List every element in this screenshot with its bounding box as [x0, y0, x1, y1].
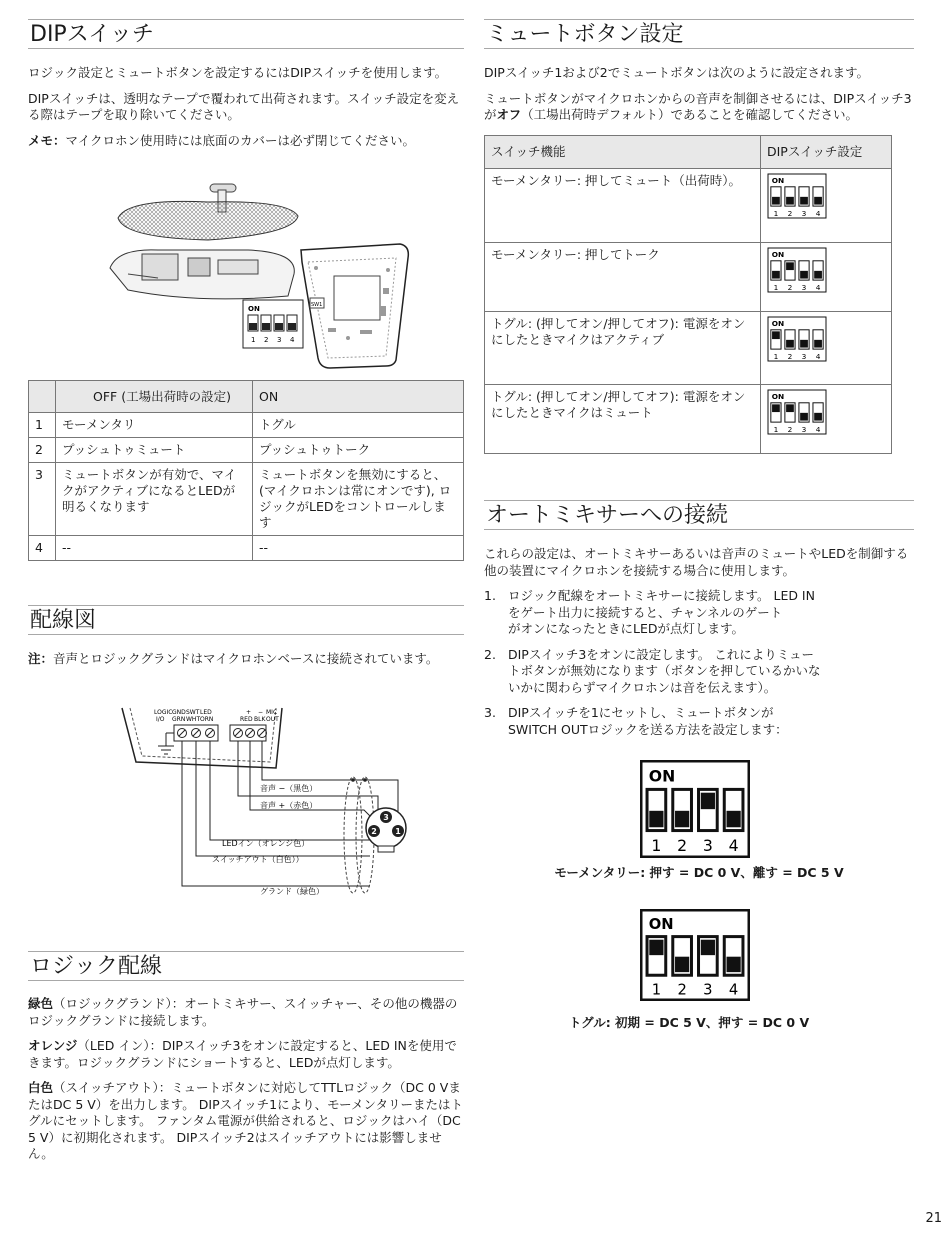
- logic-section: [28, 951, 464, 1163]
- dip-number: 4: [815, 208, 821, 218]
- wiring-note: [28, 651, 464, 668]
- table-row: [485, 169, 892, 243]
- table-cell: ミュートボタンを無効にすると、(マイクロホンは常にオンです), ロジックがLEDをコントロールします: [253, 463, 464, 536]
- table-cell: 3: [29, 463, 56, 536]
- table-cell: 1: [29, 413, 56, 438]
- dip-knob-off: [814, 271, 822, 279]
- audio-plus-label: 音声 +（赤色）: [260, 801, 318, 810]
- svg-text:2: 2: [264, 336, 269, 344]
- dip-on-label: ON: [771, 250, 785, 260]
- dip-section: [28, 19, 464, 149]
- automix-section: [484, 500, 914, 738]
- step-line: DIPスイッチを1にセットし、ミュートボタンが: [508, 705, 774, 720]
- dip-setting-cell: [761, 312, 892, 385]
- step-line: がオンになったときにLEDが点灯します。: [508, 621, 744, 636]
- mute-paragraph-2: [484, 91, 914, 124]
- dip-number: 4: [815, 282, 821, 292]
- dip-knob-off: [800, 340, 808, 348]
- toggle-caption: トグル: 初期 = DC 5 V、押す = DC 0 V: [568, 1015, 810, 1030]
- mute-section: [484, 19, 914, 124]
- mute-paragraph-1: DIPスイッチ1および2でミュートボタンは次のように設定されます。: [484, 65, 870, 80]
- dip-table-wrapper: [28, 380, 464, 561]
- list-item: [484, 647, 914, 697]
- label-io: I/O: [156, 716, 165, 723]
- dip-switch-graphic: [767, 316, 827, 362]
- dip-knob-off: [800, 197, 808, 205]
- logic-white-label: 白色: [28, 1080, 54, 1095]
- logic-green: [28, 996, 464, 1029]
- label-minus: −: [258, 709, 264, 716]
- dip-setting-cell: [761, 169, 892, 243]
- dip-knob-off: [772, 271, 780, 279]
- page-number: 21: [925, 1211, 942, 1226]
- table-cell: モーメンタリー: 押してミュート（出荷時）。: [485, 169, 761, 243]
- xlr-pin-3: 3: [383, 813, 389, 822]
- note-label: 注：: [28, 651, 54, 666]
- step-line: ロジック配線をオートミキサーに接続します。 LED IN: [508, 588, 815, 603]
- label-swt: SWT: [186, 709, 200, 716]
- logic-white: [28, 1080, 464, 1163]
- label-orn: ORN: [200, 716, 214, 723]
- dip-number: 4: [815, 424, 821, 434]
- dip-number: 1: [651, 981, 662, 999]
- dip-knob-off: [814, 413, 822, 421]
- dip-knob-on: [701, 793, 715, 809]
- dip-number: 2: [787, 351, 793, 361]
- dip-memo: [28, 133, 464, 150]
- table-cell: モーメンタリ: [56, 413, 253, 438]
- note-text: 音声とロジックグランドはマイクロホンベースに接続されています。: [53, 651, 439, 666]
- table-cell: トグル: (押してオン/押してオフ): 電源をオンにしたときマイクはアクティブ: [485, 312, 761, 385]
- table-cell: 4: [29, 536, 56, 561]
- wiring-section: [28, 605, 464, 668]
- dip-knob-off: [786, 197, 794, 205]
- dip-on-label: ON: [648, 766, 676, 786]
- dip-knob-off: [786, 340, 794, 348]
- dip-knob-on: [649, 940, 663, 955]
- automix-steps: [484, 588, 914, 738]
- mute-title: ミュートボタン設定: [484, 19, 914, 49]
- table-row: [29, 413, 464, 438]
- microphone-base-illustration: [98, 178, 428, 370]
- dip-knob-off: [675, 957, 689, 972]
- automix-paragraph: これらの設定は、オートミキサーあるいは音声のミュートやLEDを制御する他の装置にマイクロホンを接続する場合に使用します。: [484, 546, 909, 578]
- label-blk: BLK: [254, 716, 266, 723]
- mute-table-header-function: スイッチ機能: [485, 136, 761, 169]
- dip-knob-off: [727, 811, 741, 827]
- memo-text: マイクロホン使用時には底面のカバーは必ず閉じてください。: [65, 132, 416, 148]
- dip-switch-graphic: [767, 247, 827, 293]
- automix-title: オートミキサーへの接続: [484, 500, 914, 530]
- dip-knob-off: [814, 197, 822, 205]
- dip-knob-off: [814, 340, 822, 348]
- table-row: [485, 385, 892, 454]
- dip-number: 3: [703, 981, 713, 999]
- xlr-pin-1: 1: [395, 827, 401, 836]
- dip-number: 1: [651, 836, 662, 856]
- dip-setting-cell: [761, 385, 892, 454]
- dip-number: 1: [773, 424, 779, 434]
- table-cell: 2: [29, 438, 56, 463]
- dip-number: 1: [773, 208, 779, 218]
- dip-paragraph-1: ロジック設定とミュートボタンを設定するにはDIPスイッチを使用します。: [28, 65, 448, 80]
- dip-number: 3: [801, 282, 807, 292]
- table-cell: --: [56, 536, 253, 561]
- step-number: 1.: [484, 588, 496, 603]
- table-cell: ミュートボタンが有効で、マイクがアクティブになるとLEDが明るくなります: [56, 463, 253, 536]
- label-led: LED: [200, 709, 212, 716]
- svg-text:1: 1: [251, 336, 256, 344]
- dip-number: 3: [801, 208, 807, 218]
- label-out: OUT: [266, 716, 279, 723]
- logic-orange-text: （LED イン）：DIPスイッチ3をオンに設定すると、LED INを使用できます。ロジックグランドにショートすると、LEDが点灯します。: [28, 1038, 457, 1070]
- dip-number: 2: [787, 424, 793, 434]
- table-row: [485, 312, 892, 385]
- dip-table-header-num: [29, 381, 56, 413]
- dip-setting-cell: [761, 243, 892, 312]
- label-logic: LOGIC: [154, 709, 173, 716]
- dip-knob-on: [701, 940, 715, 955]
- mute-table-header-setting: DIPスイッチ設定: [761, 136, 892, 169]
- dip-on-label: ON: [771, 392, 785, 402]
- table-cell: プッシュトゥミュート: [56, 438, 253, 463]
- mute-p2-a: ミュートボタンがマイクロホンからの音声を制御させるには、DIPスイッチ3が: [484, 90, 912, 122]
- mute-table-wrapper: [484, 135, 892, 454]
- inset-on-label: ON: [248, 305, 260, 313]
- dip-number: 2: [787, 208, 793, 218]
- dip-knob-off: [727, 957, 741, 972]
- dip-knob-off: [800, 413, 808, 421]
- label-plus: +: [246, 709, 252, 716]
- label-wht: WHT: [186, 716, 201, 723]
- dip-on-label: ON: [771, 176, 785, 186]
- dip-switch-graphic: [640, 909, 750, 1001]
- dip-on-label: ON: [648, 916, 674, 934]
- logic-orange: [28, 1038, 464, 1071]
- momentary-caption: モーメンタリー: 押す = DC 0 V、離す = DC 5 V: [554, 865, 844, 880]
- table-cell: モーメンタリー: 押してトーク: [485, 243, 761, 312]
- dip-number: 2: [787, 282, 793, 292]
- table-cell: --: [253, 536, 464, 561]
- xlr-pin-2: 2: [371, 827, 377, 836]
- wiring-title: 配線図: [28, 605, 464, 635]
- table-cell: プッシュトゥトーク: [253, 438, 464, 463]
- label-gnd: GND: [172, 709, 186, 716]
- ground-label: グランド（緑色）: [260, 887, 324, 896]
- label-mic: MIC: [266, 709, 278, 716]
- switch-out-label: スイッチアウト（白色））: [212, 855, 304, 864]
- dip-on-label: ON: [771, 319, 785, 329]
- step-number: 3.: [484, 705, 496, 720]
- wiring-diagram: [116, 700, 416, 902]
- dip-number: 2: [677, 836, 688, 856]
- logic-orange-label: オレンジ: [28, 1038, 78, 1053]
- dip-number: 4: [728, 836, 739, 856]
- dip-diagram-toggle: [640, 909, 750, 1001]
- svg-text:3: 3: [277, 336, 282, 344]
- dip-number: 2: [677, 981, 687, 999]
- logic-white-text: （スイッチアウト）：ミュートボタンに対応してTTLロジック（DC 0 VまたはDC 5 V）を出力します。 DIPスイッチ1により、モーメンタリーまたはトグルにセットします。 ファンタム電源が供給されると、ロジックはハイ（DC 5 V）に初期化されます。 DIPスイッチ2はスイッチアウトには影響しません。: [28, 1080, 463, 1161]
- mute-settings-table: [484, 135, 892, 454]
- dip-knob-off: [772, 197, 780, 205]
- table-row: [29, 536, 464, 561]
- mute-p2-b: （工場出荷時デフォルト）であることを確認してください。: [521, 107, 859, 122]
- led-in-label: LEDイン（オレンジ色）: [222, 839, 310, 848]
- dip-knob-off: [800, 271, 808, 279]
- logic-green-label: 緑色: [28, 996, 54, 1011]
- step-line: トボタンが無効になります（ボタンを押しているかいな: [508, 663, 821, 678]
- dip-knob-off: [649, 811, 663, 827]
- table-cell: トグル: [253, 413, 464, 438]
- logic-title: ロジック配線: [28, 951, 464, 981]
- dip-table-header-off: OFF (工場出荷時の設定): [56, 381, 253, 413]
- dip-number: 4: [728, 981, 739, 999]
- dip-switch-graphic: [767, 389, 827, 435]
- table-row: [485, 243, 892, 312]
- step-line: いかに関わらずマイクロホンは音を伝えます）。: [508, 679, 777, 695]
- step-line: SWITCH OUTロジックを送る方法を設定します：: [508, 721, 788, 737]
- step-line: をゲート出力に接続すると、チャンネルのゲート: [508, 604, 783, 620]
- label-grn: GRN: [172, 716, 186, 723]
- dip-number: 4: [815, 351, 821, 361]
- list-item: [484, 705, 914, 738]
- memo-label: メモ：: [28, 132, 66, 148]
- logic-green-text: （ロジックグランド）：オートミキサー、スイッチャー、その他の機器のロジックグランドに接続します。: [28, 996, 458, 1028]
- dip-table-header-on: ON: [253, 381, 464, 413]
- dip-settings-table: [28, 380, 464, 561]
- dip-knob-on: [786, 262, 794, 270]
- dip-number: 3: [801, 424, 807, 434]
- dip-switch-graphic: [767, 173, 827, 219]
- list-item: [484, 588, 914, 638]
- dip-knob-on: [772, 331, 780, 339]
- pcb-sw1-label: SW1: [311, 302, 323, 308]
- audio-minus-label: 音声 −（黒色）: [260, 784, 318, 793]
- dip-number: 3: [801, 351, 807, 361]
- table-row: [29, 438, 464, 463]
- dip-title: DIPスイッチ: [28, 19, 464, 49]
- dip-number: 1: [773, 282, 779, 292]
- dip-paragraph-2: DIPスイッチは、透明なテープで覆われて出荷されます。スイッチ設定を変える際はテープを取り除いてください。: [28, 90, 460, 122]
- label-red: RED: [240, 716, 253, 723]
- step-line: DIPスイッチ3をオンに設定します。 これによりミュー: [508, 646, 815, 662]
- table-cell: トグル: (押してオン/押してオフ): 電源をオンにしたときマイクはミュート: [485, 385, 761, 454]
- dip-knob-on: [772, 404, 780, 412]
- dip-switch-graphic: [640, 760, 750, 858]
- dip-diagram-momentary: [640, 760, 750, 858]
- dip-knob-on: [786, 404, 794, 412]
- mute-p2-bold: オフ: [496, 107, 522, 122]
- table-row: [29, 463, 464, 536]
- dip-knob-off: [675, 811, 689, 827]
- svg-text:4: 4: [290, 336, 295, 344]
- dip-number: 1: [773, 351, 779, 361]
- step-number: 2.: [484, 646, 496, 662]
- dip-number: 3: [702, 836, 713, 856]
